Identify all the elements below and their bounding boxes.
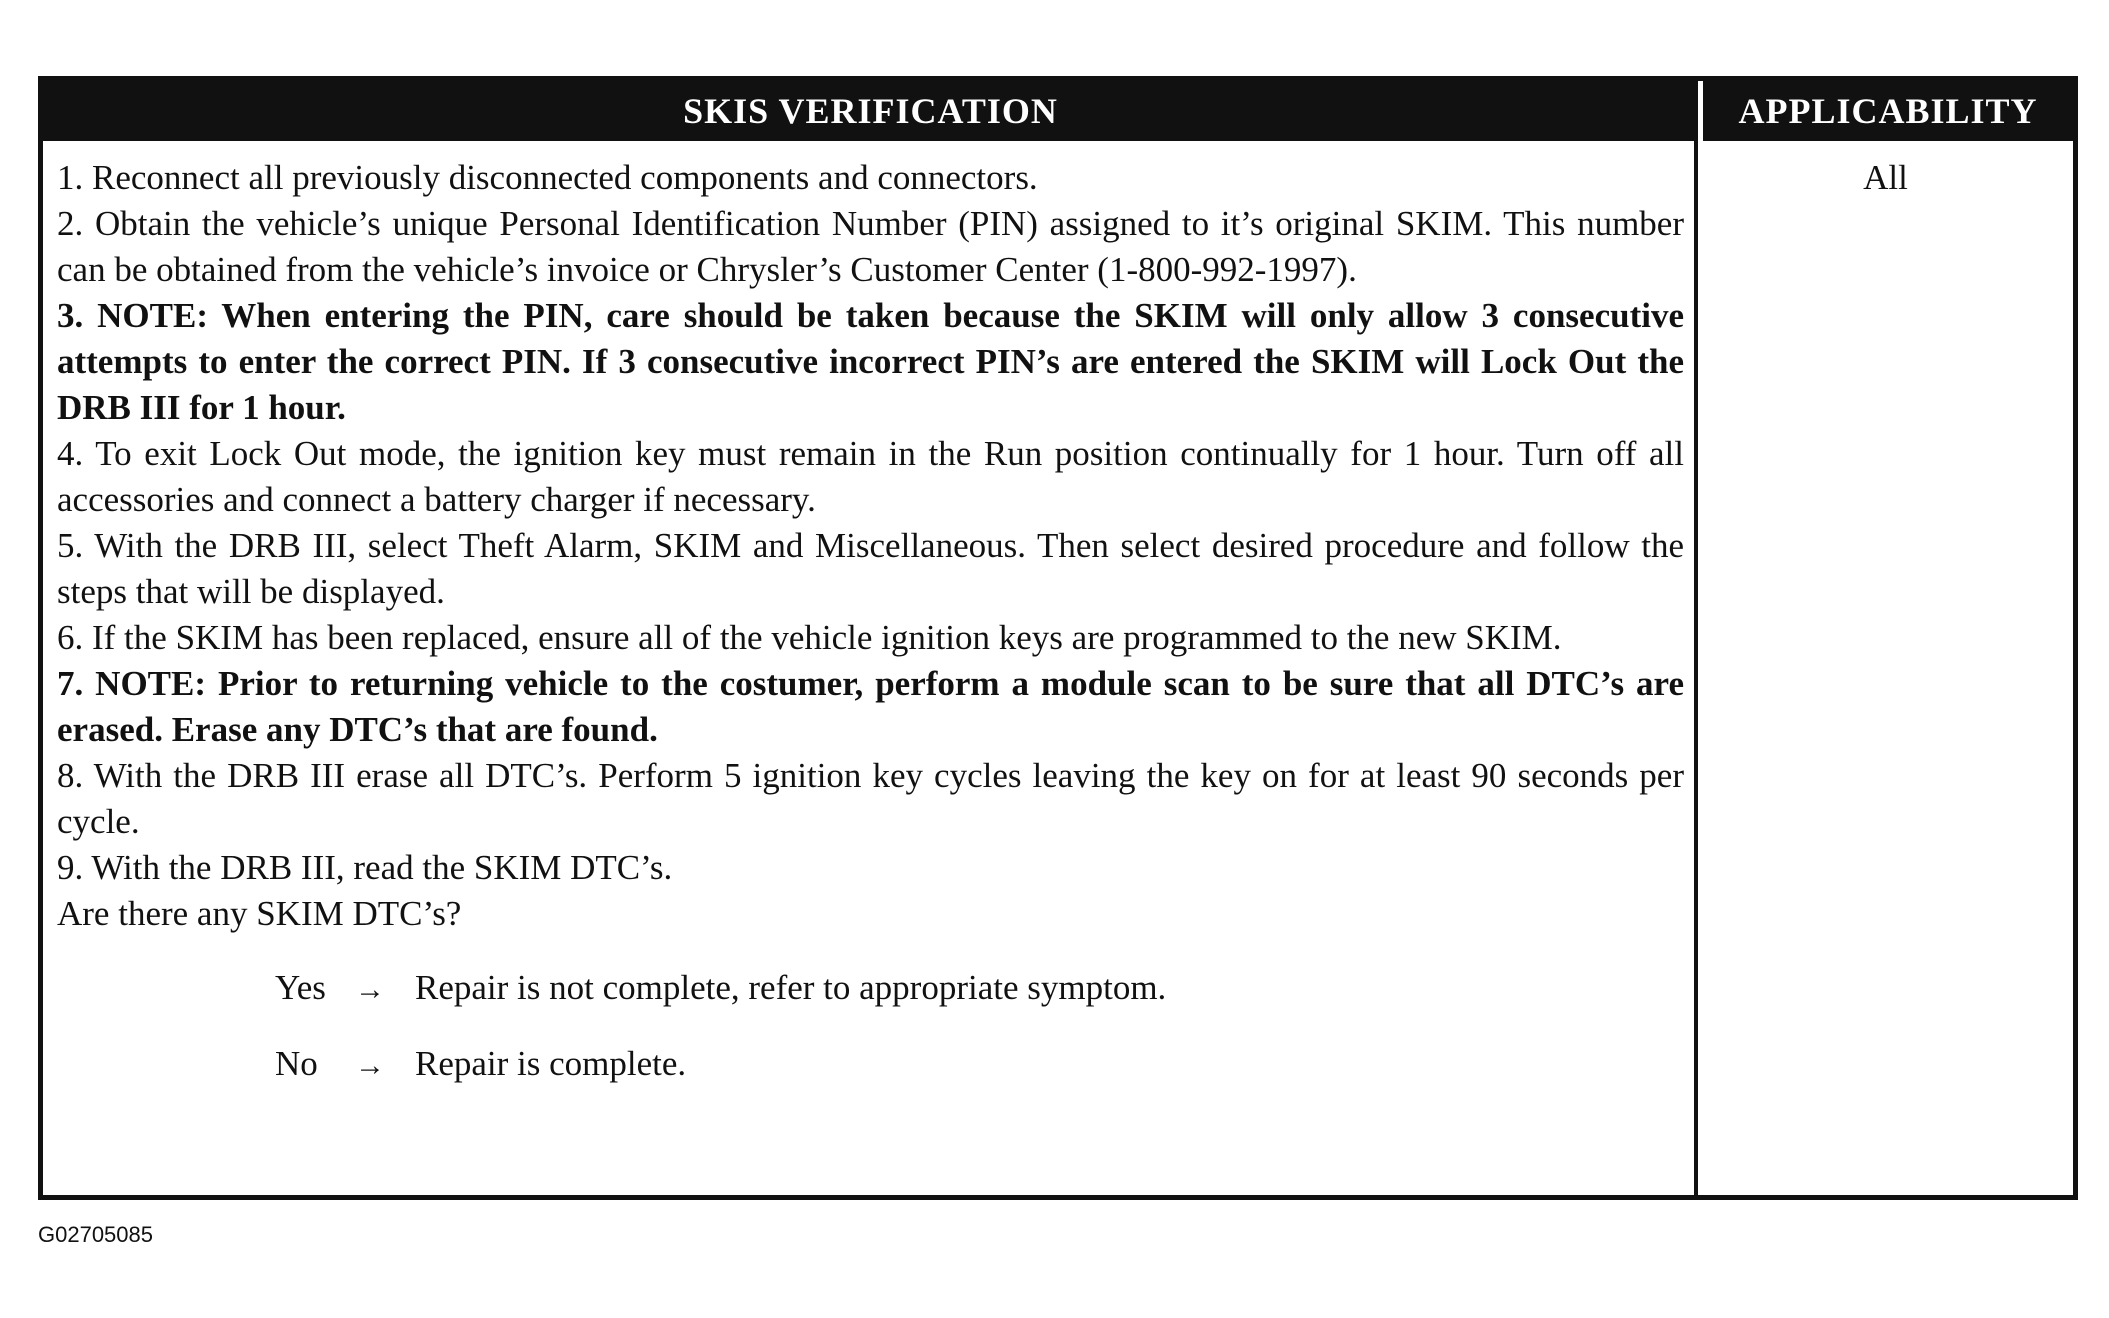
header-applicability: APPLICABILITY (1698, 81, 2073, 141)
step-8: 8. With the DRB III erase all DTC’s. Perform 5 ignition key cycles leaving the key on for at least 90 seconds per cycle. (57, 756, 1684, 841)
right-arrow-icon: → (355, 1049, 385, 1082)
step-5: 5. With the DRB III, select Theft Alarm, SKIM and Miscellaneous. Then select desired procedure and follow the steps that will be displayed. (57, 526, 1684, 611)
step-9: 9. With the DRB III, read the SKIM DTC’s. (57, 848, 673, 887)
answer-no-key: No (275, 1044, 318, 1083)
right-arrow-icon: → (355, 973, 385, 1006)
answer-no (275, 1041, 1684, 1089)
steps-cell (43, 141, 1698, 1195)
skis-verification-table (38, 76, 2078, 1200)
step-1: 1. Reconnect all previously disconnected components and connectors. (57, 158, 1038, 197)
step-3-note: 3. NOTE: When entering the PIN, care should be taken because the SKIM will only allow 3 consecutive attempts to enter the correct PIN. If 3 consecutive incorrect PIN’s are entered the SKIM will Lock Out the DRB III for 1 hour. (57, 296, 1684, 427)
question: Are there any SKIM DTC’s? (57, 894, 462, 933)
answer-no-text: Repair is complete. (415, 1044, 687, 1083)
answers-list (275, 965, 1684, 1089)
step-6: 6. If the SKIM has been replaced, ensure all of the vehicle ignition keys are programmed to the new SKIM. (57, 618, 1562, 657)
applicability-cell: All (1863, 158, 1908, 197)
answer-yes-key: Yes (275, 968, 326, 1007)
step-4: 4. To exit Lock Out mode, the ignition key must remain in the Run position continually for 1 hour. Turn off all accessories and connect a battery charger if necessary. (57, 434, 1684, 519)
header-skis-verification: SKIS VERIFICATION (43, 81, 1698, 141)
figure-id: G02705085 (38, 1222, 153, 1247)
answer-yes-text: Repair is not complete, refer to appropriate symptom. (415, 968, 1167, 1007)
answer-yes (275, 965, 1684, 1013)
step-2: 2. Obtain the vehicle’s unique Personal Identification Number (PIN) assigned to it’s original SKIM. This number can be obtained from the vehicle’s invoice or Chrysler’s Customer Center (1-800-992-1997). (57, 204, 1684, 289)
step-7-note: 7. NOTE: Prior to returning vehicle to the costumer, perform a module scan to be sure that all DTC’s are erased. Erase any DTC’s that are found. (57, 664, 1684, 749)
